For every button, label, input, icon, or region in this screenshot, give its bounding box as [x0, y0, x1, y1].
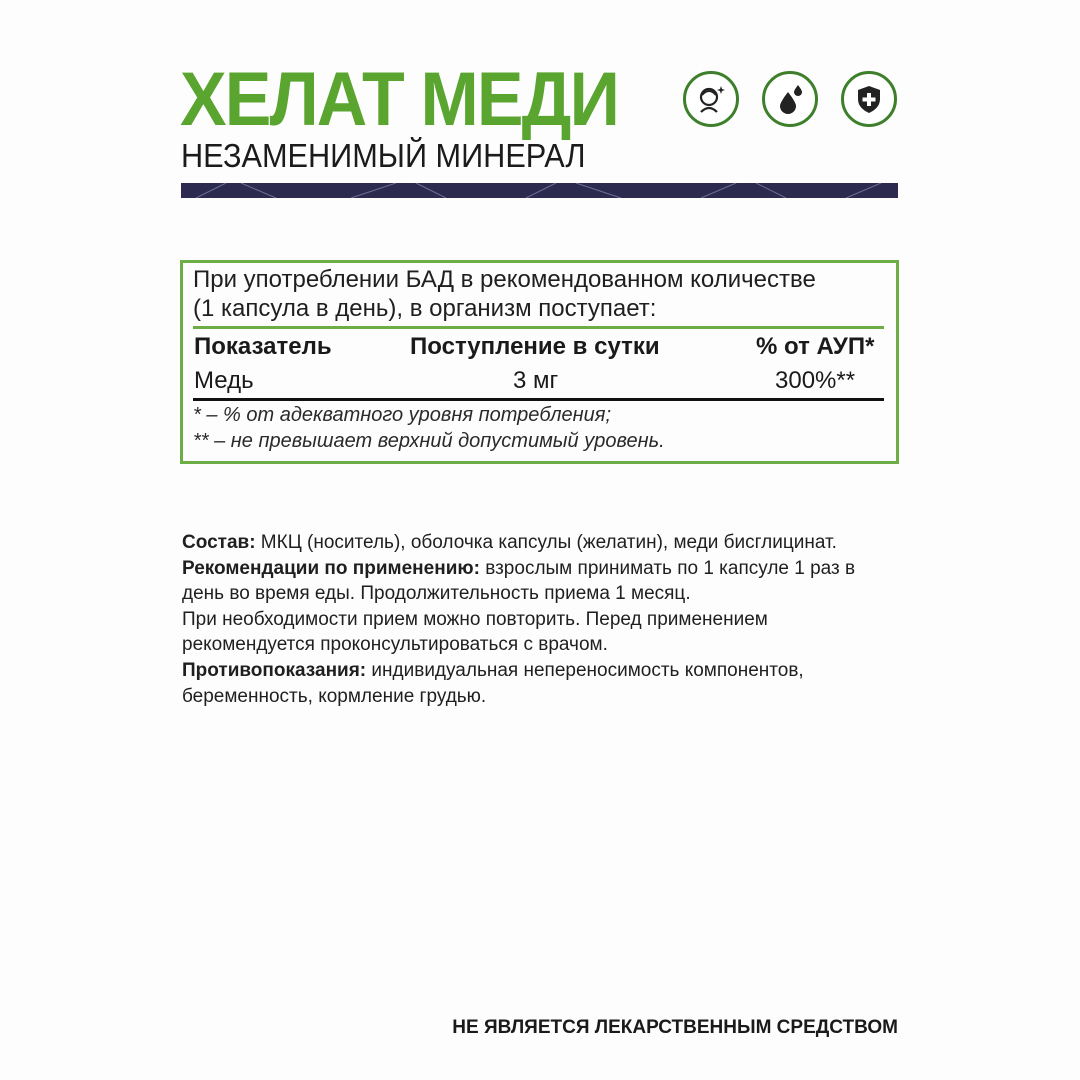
cell-percent: 300%** — [775, 367, 856, 394]
header-percent: % от АУП* — [756, 333, 875, 360]
divider — [193, 398, 884, 401]
shield-plus-icon — [841, 71, 897, 127]
composition-paragraph: Состав: МКЦ (носитель), оболочка капсулы (желатин), меди бисглицинат. — [182, 532, 837, 553]
decorative-band — [181, 183, 898, 198]
header-daily-intake: Поступление в сутки — [410, 333, 660, 360]
cell-indicator: Медь — [194, 367, 254, 394]
header-indicator: Показатель — [194, 333, 332, 360]
footnote: * – % от адекватного уровня потребления; — [193, 404, 611, 426]
product-title: ХЕЛАТ МЕДИ — [180, 57, 619, 142]
contraindications-paragraph: Противопоказания: индивидуальная непереносимость компонентов, беременность, кормление грудью. — [182, 659, 804, 707]
table-intro: При употреблении БАД в рекомендованном количестве (1 капсула в день), в организм поступает: — [193, 266, 816, 322]
beauty-face-icon — [683, 71, 739, 127]
product-subtitle: НЕЗАМЕНИМЫЙ МИНЕРАЛ — [181, 137, 586, 174]
divider — [193, 326, 884, 329]
recommendations-extra: При необходимости прием можно повторить. Перед применением рекомендуется проконсультироваться с врачом. — [182, 608, 768, 656]
disclaimer: НЕ ЯВЛЯЕТСЯ ЛЕКАРСТВЕННЫМ СРЕДСТВОМ — [452, 1017, 898, 1038]
footnote: ** – не превышает верхний допустимый уровень. — [193, 430, 665, 452]
cell-daily-intake: 3 мг — [513, 367, 559, 394]
product-description — [182, 530, 902, 709]
drops-icon — [762, 71, 818, 127]
recommendations-paragraph: Рекомендации по применению: взрослым принимать по 1 капсуле 1 раз в день во время еды. Продолжительность приема 1 месяц. — [182, 557, 856, 605]
